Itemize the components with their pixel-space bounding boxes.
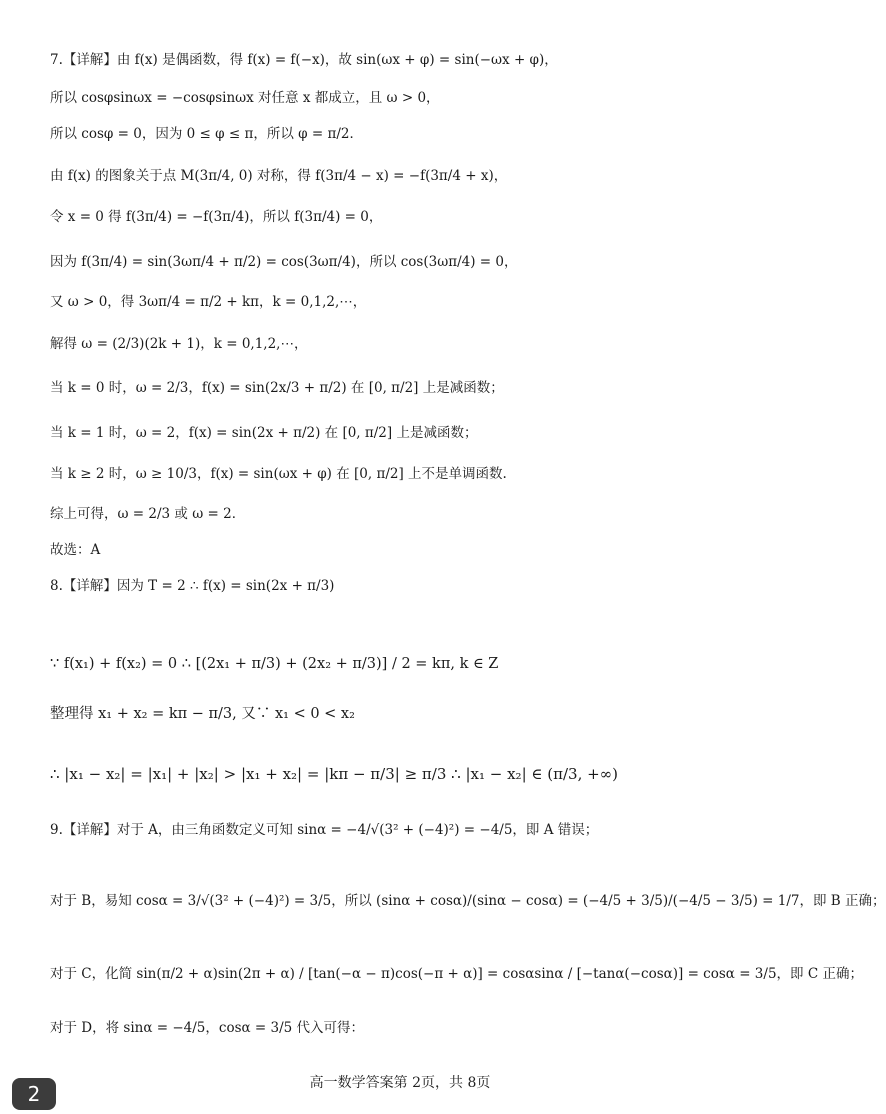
q8-line-1: 8.【详解】因为 T = 2 ∴ f(x) = sin(2x + π/3) — [50, 578, 335, 594]
q8-line-4: ∴ |x₁ − x₂| = |x₁| + |x₂| > |x₁ + x₂| = |kπ − π/3| ≥ π/3 ∴ |x₁ − x₂| ∈ (π/3, +∞) — [50, 765, 619, 783]
page-footer: 高一数学答案第 2页，共 8页 — [309, 1075, 491, 1091]
q7-line-8: 解得 ω = (2/3)(2k + 1)，k = 0,1,2,⋯， — [50, 336, 308, 352]
q7-line-1: 7.【详解】由 f(x) 是偶函数，得 f(x) = f(−x)，故 sin(ωx + φ) = sin(−ωx + φ)， — [50, 52, 558, 68]
q8-line-3: 整理得 x₁ + x₂ = kπ − π/3, 又∵ x₁ < 0 < x₂ — [50, 706, 355, 722]
q9-line-1: 9.【详解】对于 A，由三角函数定义可知 sinα = −4/√(3² + (−4)²) = −4/5，即 A 错误； — [50, 822, 599, 838]
q9-line-4: 对于 D，将 sinα = −4/5，cosα = 3/5 代入可得： — [50, 1020, 365, 1036]
q7-line-4: 由 f(x) 的图象关于点 M(3π/4, 0) 对称，得 f(3π/4 − x) = −f(3π/4 + x)， — [50, 168, 508, 184]
q7-line-12: 综上可得，ω = 2/3 或 ω = 2． — [50, 506, 246, 522]
q7-line-5: 令 x = 0 得 f(3π/4) = −f(3π/4)，所以 f(3π/4) = 0， — [50, 209, 383, 225]
q7-line-10: 当 k = 1 时，ω = 2，f(x) = sin(2x + π/2) 在 [0, π/2] 上是减函数； — [50, 425, 478, 441]
q9-line-2: 对于 B，易知 cosα = 3/√(3² + (−4)²) = 3/5，所以 (sinα + cosα)/(sinα − cosα) = (−4/5 + 3/5)/(−4/5 − 3/5) = 1/7，即 B 正确； — [50, 893, 886, 909]
q7-line-9: 当 k = 0 时，ω = 2/3，f(x) = sin(2x/3 + π/2) 在 [0, π/2] 上是减函数； — [50, 380, 504, 396]
q7-line-2: 所以 cosφsinωx = −cosφsinωx 对任意 x 都成立，且 ω > 0， — [50, 90, 440, 106]
q8-line-2: ∵ f(x₁) + f(x₂) = 0 ∴ [(2x₁ + π/3) + (2x₂ + π/3)] / 2 = kπ, k ∈ Z — [50, 656, 499, 672]
q9-line-3: 对于 C，化简 sin(π/2 + α)sin(2π + α) / [tan(−α − π)cos(−π + α)] = cosαsinα / [−tanα(−cosα)] = cosα = 3/5，即 C 正确； — [50, 966, 863, 982]
q7-line-6: 因为 f(3π/4) = sin(3ωπ/4 + π/2) = cos(3ωπ/4)，所以 cos(3ωπ/4) = 0， — [50, 254, 518, 270]
q7-answer: 故选：A — [50, 542, 101, 558]
q7-line-11: 当 k ≥ 2 时，ω ≥ 10/3，f(x) = sin(ωx + φ) 在 [0, π/2] 上不是单调函数. — [50, 466, 507, 482]
page-number-badge: 2 — [12, 1078, 56, 1110]
q7-line-3: 所以 cosφ = 0，因为 0 ≤ φ ≤ π，所以 φ = π/2． — [50, 126, 363, 142]
q7-line-7: 又 ω > 0，得 3ωπ/4 = π/2 + kπ，k = 0,1,2,⋯， — [50, 294, 367, 310]
